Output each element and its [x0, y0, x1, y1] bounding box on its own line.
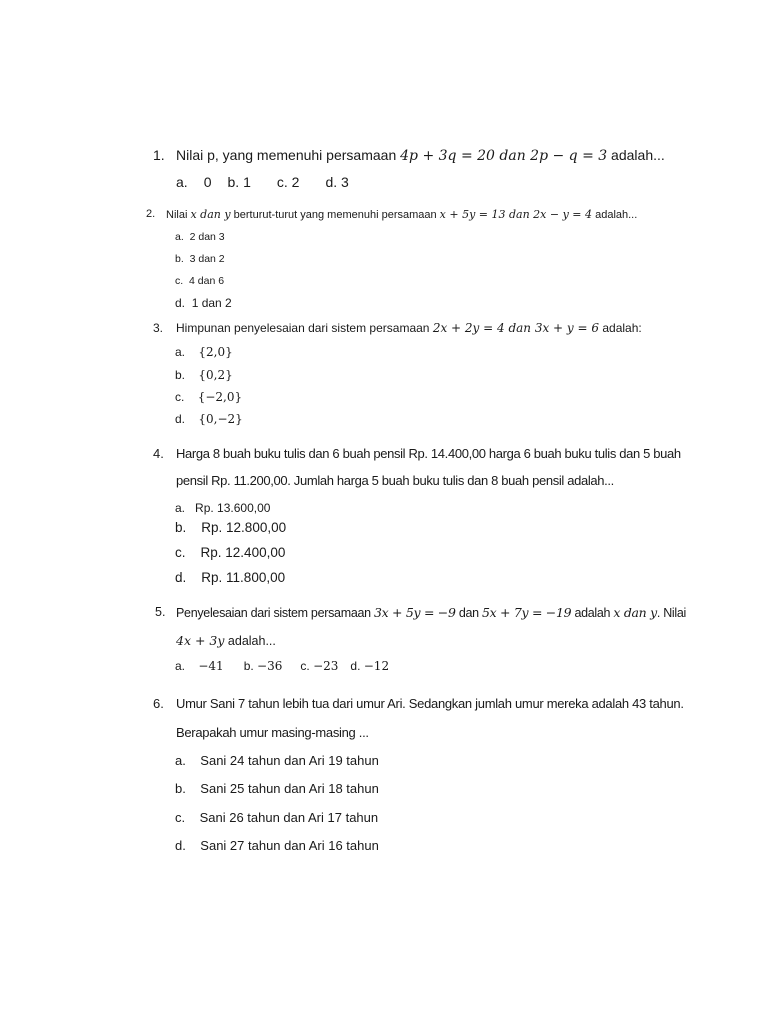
question-3-text	[176, 321, 642, 335]
option-value: Sani 24 tahun dan Ari 19 tahun	[200, 753, 379, 768]
option-label: a.	[175, 753, 186, 768]
option-label: b.	[175, 781, 186, 796]
question-text: adalah...	[592, 209, 638, 221]
option-c	[175, 390, 242, 404]
option-b	[175, 253, 225, 265]
option-label: c.	[175, 275, 184, 287]
question-4-line-1: Harga 8 buah buku tulis dan 6 buah pensil Rp. 14.400,00 harga 6 buah buku tulis dan 5 buah	[176, 446, 681, 461]
option-value: {0,−2}	[198, 412, 243, 426]
option-label: a.	[175, 501, 186, 515]
question-number: 5.	[155, 605, 166, 619]
equation: 3x + 5y = −9	[373, 605, 456, 620]
option-label: c.	[300, 659, 310, 673]
question-text: adalah...	[224, 634, 276, 648]
option-b	[175, 520, 286, 535]
option-value: Rp. 12.800,00	[201, 520, 287, 535]
question-text: adalah...	[607, 147, 665, 163]
question-number: 1.	[153, 147, 165, 163]
option-label: b.	[175, 368, 186, 382]
option-label: c.	[175, 545, 186, 560]
option-label: b.	[175, 520, 187, 535]
option-value: Rp. 13.600,00	[195, 501, 271, 515]
option-value: Sani 25 tahun dan Ari 18 tahun	[200, 781, 379, 796]
option-b	[175, 368, 233, 382]
question-text: adalah	[571, 606, 614, 620]
option-value: −36	[257, 659, 283, 673]
option-c	[175, 810, 378, 825]
question-text: Himpunan penyelesaian dari sistem persamaan	[176, 321, 433, 335]
question-number: 3.	[153, 321, 164, 335]
equation: x dan y	[190, 208, 231, 221]
option-value: Rp. 11.800,00	[201, 570, 286, 585]
option-label: a.	[175, 345, 186, 359]
option-label: b.	[175, 253, 184, 265]
option-value: {−2,0}	[197, 390, 243, 404]
option-d	[175, 412, 243, 426]
option-label: d.	[175, 412, 186, 426]
option-label: c.	[175, 810, 186, 825]
question-5-line-2	[176, 633, 276, 648]
equation: x dan y	[613, 605, 657, 620]
question-1-options	[176, 174, 349, 190]
question-number: 4.	[153, 446, 164, 461]
option-d	[175, 570, 285, 585]
option-label: c.	[276, 174, 288, 190]
equation: 5x + 7y = −19	[481, 605, 572, 620]
option-value: 1 dan 2	[191, 296, 232, 310]
question-number: 2.	[146, 208, 156, 220]
question-text: Nilai	[166, 209, 191, 221]
question-6-line-2: Berapakah umur masing-masing ...	[176, 725, 369, 740]
option-b	[175, 781, 379, 796]
option-a	[175, 231, 225, 243]
option-value: 1	[243, 174, 251, 190]
option-label: d.	[350, 659, 361, 673]
option-a	[175, 345, 233, 359]
question-text: . Nilai	[656, 606, 687, 620]
option-label: b.	[243, 659, 254, 673]
option-value: −41	[198, 659, 224, 673]
option-value: Sani 26 tahun dan Ari 17 tahun	[199, 810, 379, 825]
option-value: {0,2}	[198, 368, 233, 382]
option-value: Rp. 12.400,00	[200, 545, 286, 560]
question-text: adalah:	[599, 321, 642, 335]
option-d	[175, 838, 379, 853]
option-value: 3	[341, 174, 349, 190]
equation: 4x + 3y	[176, 633, 225, 648]
option-value: 4 dan 6	[189, 275, 225, 287]
option-label: b.	[227, 174, 240, 190]
option-value: 2	[291, 174, 300, 190]
question-4-line-2: pensil Rp. 11.200,00. Jumlah harga 5 buah buku tulis dan 8 buah pensil adalah...	[176, 473, 614, 488]
question-6-line-1: Umur Sani 7 tahun lebih tua dari umur Ari. Sedangkan jumlah umur mereka adalah 43 tahun.	[176, 696, 684, 711]
question-1-text	[176, 147, 665, 164]
question-text: berturut-turut yang memenuhi persamaan	[230, 209, 440, 221]
question-text: Penyelesaian dari sistem persamaan	[176, 606, 374, 620]
option-label: d.	[175, 838, 186, 853]
option-value: −23	[313, 659, 339, 673]
question-text: Nilai p, yang memenuhi persamaan	[176, 147, 401, 163]
option-c	[175, 545, 285, 560]
option-label: c.	[175, 390, 185, 404]
equation: 2x + 2y = 4 dan 3x + y = 6	[432, 321, 600, 335]
option-label: a.	[176, 174, 188, 190]
option-value: −12	[363, 659, 390, 673]
option-value: 2 dan 3	[189, 231, 225, 243]
option-label: a.	[175, 231, 184, 243]
question-number: 6.	[153, 696, 164, 711]
option-value: Sani 27 tahun dan Ari 16 tahun	[200, 838, 379, 853]
option-label: d.	[325, 174, 338, 190]
option-a	[175, 501, 270, 515]
question-2-text	[166, 208, 637, 221]
option-label: a.	[175, 659, 186, 673]
option-d	[175, 296, 232, 310]
option-value: 3 dan 2	[189, 253, 225, 265]
option-c	[175, 275, 224, 287]
option-label: d.	[175, 570, 187, 585]
question-text: dan	[455, 606, 482, 620]
equation: 4p + 3q = 20 dan 2p − q = 3	[400, 148, 608, 164]
option-a	[175, 753, 379, 768]
equation: x + 5y = 13 dan 2x − y = 4	[439, 208, 593, 221]
option-value: 0	[203, 174, 212, 190]
option-value: {2,0}	[198, 345, 233, 359]
question-5-options	[175, 659, 389, 673]
option-label: d.	[175, 296, 186, 310]
question-5-line-1	[176, 605, 686, 620]
